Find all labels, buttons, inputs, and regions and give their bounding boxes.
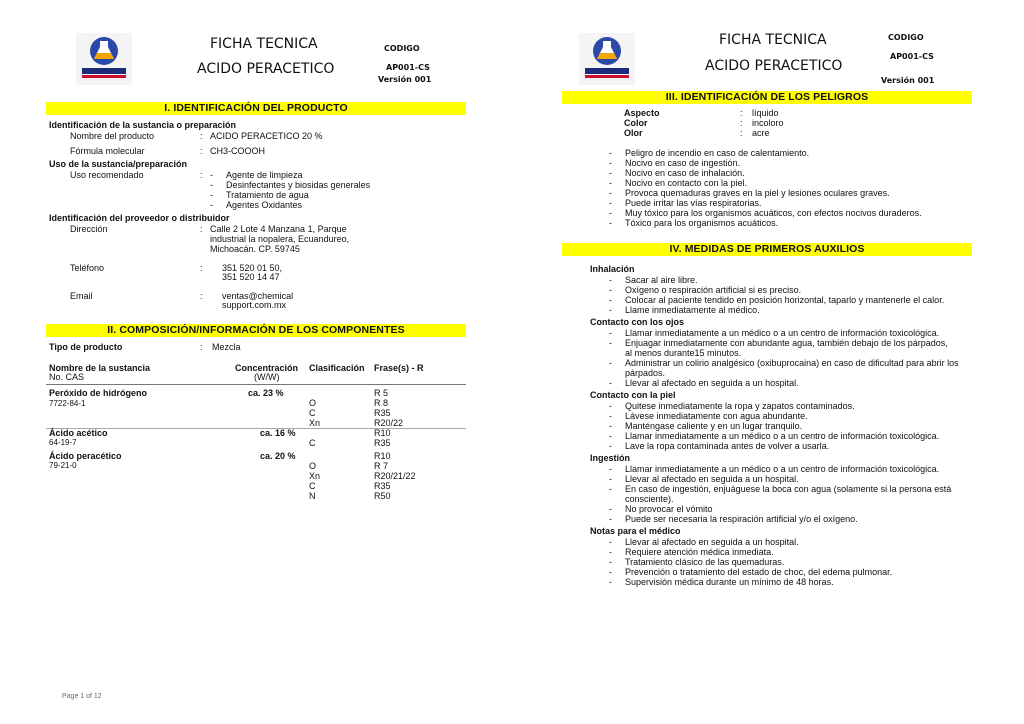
bullet-dash: - xyxy=(609,484,612,494)
component-conc: ca. 23 % xyxy=(248,388,284,398)
component-phrase: R35 xyxy=(374,438,391,448)
bullet-dash: - xyxy=(609,188,612,198)
bullet-dash: - xyxy=(609,567,612,577)
component-class: C xyxy=(309,481,316,491)
first-aid-heading: Contacto con la piel xyxy=(590,390,676,400)
section-1-heading: I. IDENTIFICACIÓN DEL PRODUCTO xyxy=(46,102,466,115)
colon: : xyxy=(200,170,203,180)
version-label: Versión 001 xyxy=(378,75,432,84)
bullet-dash: - xyxy=(609,378,612,388)
bullet-dash: - xyxy=(210,170,213,180)
bullet-dash: - xyxy=(609,474,612,484)
col-cas-header: No. CAS xyxy=(49,372,85,382)
direccion-label: Dirección xyxy=(70,224,108,234)
bullet-dash: - xyxy=(609,401,612,411)
colon: : xyxy=(740,128,743,138)
formula-value: CH3-COOOH xyxy=(210,146,266,156)
component-name: Ácido peracético xyxy=(49,451,122,461)
first-aid-item: Tratamiento clásico de las quemaduras. xyxy=(625,557,785,567)
bullet-dash: - xyxy=(210,190,213,200)
uso-label: Uso recomendado xyxy=(70,170,144,180)
first-aid-item: No provocar el vómito xyxy=(625,504,713,514)
prop-value: incoloro xyxy=(752,118,784,128)
component-class: O xyxy=(309,398,317,408)
first-aid-item: En caso de ingestión, enjuáguese la boca con agua (solamente si la persona está xyxy=(625,484,952,494)
prop-label: Olor xyxy=(624,128,643,138)
first-aid-item: Llevar al afectado en seguida a un hospital. xyxy=(625,474,799,484)
first-aid-item: Requiere atención médica inmediata. xyxy=(625,547,774,557)
telefono-line: 351 520 14 47 xyxy=(222,272,280,282)
bullet-dash: - xyxy=(609,431,612,441)
nombre-label: Nombre del producto xyxy=(70,131,155,141)
first-aid-item: Llamar inmediatamente a un médico o a un centro de información toxicológica. xyxy=(625,464,940,474)
first-aid-item: párpados. xyxy=(625,368,666,378)
col-nombre-header: Nombre de la sustancia xyxy=(49,363,151,373)
bullet-dash: - xyxy=(609,338,612,348)
bullet-dash: - xyxy=(609,537,612,547)
first-aid-heading: Contacto con los ojos xyxy=(590,317,685,327)
bullet-dash: - xyxy=(609,168,612,178)
formula-label: Fórmula molecular xyxy=(70,146,145,156)
doc-subtitle: ACIDO PERACETICO xyxy=(705,58,843,74)
tipo-label: Tipo de producto xyxy=(49,342,123,352)
component-cas: 79-21-0 xyxy=(49,461,77,470)
uso-item: Tratamiento de agua xyxy=(226,190,309,200)
bullet-dash: - xyxy=(609,148,612,158)
component-phrase: R10 xyxy=(374,451,391,461)
bullet-dash: - xyxy=(609,577,612,587)
doc-title: FICHA TECNICA xyxy=(719,32,827,48)
bullet-dash: - xyxy=(609,305,612,315)
component-class: N xyxy=(309,491,316,501)
first-aid-item: Lávese inmediatamente con agua abundante. xyxy=(625,411,808,421)
bullet-dash: - xyxy=(609,198,612,208)
component-name: Ácido acético xyxy=(49,428,108,438)
col-conc-unit: (W/W) xyxy=(254,372,280,382)
email-line[interactable]: support.com.mx xyxy=(222,300,287,310)
component-phrase: R20/22 xyxy=(374,418,404,428)
sec1-id-heading: Identificación de la sustancia o preparación xyxy=(49,120,237,130)
sec1-uso-heading: Uso de la sustancia/preparación xyxy=(49,159,188,169)
colon: : xyxy=(200,224,203,234)
direccion-line: Michoacán. CP. 59745 xyxy=(210,244,300,254)
company-logo xyxy=(76,33,132,85)
first-aid-item: Llame inmediatamente al médico. xyxy=(625,305,760,315)
col-conc-header: Concentración xyxy=(235,363,299,373)
first-aid-item: Prevención o tratamiento del estado de choc, del edema pulmonar. xyxy=(625,567,893,577)
hazard-item: Peligro de incendio en caso de calentamiento. xyxy=(625,148,810,158)
first-aid-item: Administrar un colirio analgésico (oxibuprocaina) en caso de dificultad para abrir los xyxy=(625,358,959,368)
hazard-item: Tóxico para los organismos acuáticos. xyxy=(625,218,779,228)
bullet-dash: - xyxy=(609,504,612,514)
doc-subtitle: ACIDO PERACETICO xyxy=(197,61,335,77)
colon: : xyxy=(740,118,743,128)
component-phrase: R10 xyxy=(374,428,391,438)
bullet-dash: - xyxy=(609,421,612,431)
code-value: AP001-CS xyxy=(386,63,430,72)
component-class: Xn xyxy=(309,471,321,481)
component-conc: ca. 20 % xyxy=(260,451,296,461)
first-aid-item: Quitese inmediatamente la ropa y zapatos contaminados. xyxy=(625,401,855,411)
page-number: Page 1 of 12 xyxy=(62,693,102,700)
first-aid-item: al menos durante15 minutos. xyxy=(625,348,742,358)
component-phrase: R35 xyxy=(374,408,391,418)
direccion-line: industrial la nopalera, Ecuandureo, xyxy=(210,234,350,244)
col-frases-header: Frase(s) - R xyxy=(374,363,424,373)
first-aid-item: Manténgase caliente y en un lugar tranquilo. xyxy=(625,421,803,431)
bullet-dash: - xyxy=(609,328,612,338)
telefono-line: 351 520 01 50, xyxy=(222,263,283,273)
colon: : xyxy=(200,131,203,141)
component-class: O xyxy=(309,461,317,471)
codigo-label: CODIGO xyxy=(384,44,420,53)
first-aid-item: Llamar inmediatamente a un médico o a un centro de información toxicológica. xyxy=(625,328,940,338)
first-aid-item: Colocar al paciente tendido en posición horizontal, taparlo y mantenerle el calor. xyxy=(625,295,945,305)
bullet-dash: - xyxy=(609,158,612,168)
uso-item: Desinfectantes y biosidas generales xyxy=(226,180,371,190)
bullet-dash: - xyxy=(609,557,612,567)
first-aid-item: Llamar inmediatamente a un médico o a un centro de información toxicológica. xyxy=(625,431,940,441)
first-aid-heading: Notas para el médico xyxy=(590,526,681,536)
section-3-heading: III. IDENTIFICACIÓN DE LOS PELIGROS xyxy=(562,91,972,104)
colon: : xyxy=(200,291,203,301)
direccion-line: Calle 2 Lote 4 Manzana 1, Parque xyxy=(210,224,347,234)
bullet-dash: - xyxy=(609,547,612,557)
code-value: AP001-CS xyxy=(890,52,934,61)
colon: : xyxy=(200,342,203,352)
bullet-dash: - xyxy=(609,358,612,368)
hazard-item: Muy tóxico para los organismos acuáticos, con efectos nocivos duraderos. xyxy=(625,208,922,218)
bullet-dash: - xyxy=(609,285,612,295)
codigo-label: CODIGO xyxy=(888,33,924,42)
uso-item: Agente de limpieza xyxy=(226,170,303,180)
component-name: Peróxido de hidrógeno xyxy=(49,388,148,398)
first-aid-item: Oxígeno o respiración artificial si es preciso. xyxy=(625,285,802,295)
prop-label: Aspecto xyxy=(624,108,660,118)
colon: : xyxy=(740,108,743,118)
first-aid-item: Lave la ropa contaminada antes de volver a usarla. xyxy=(625,441,830,451)
component-phrase: R 8 xyxy=(374,398,389,408)
version-label: Versión 001 xyxy=(881,76,935,85)
hazard-item: Nocivo en caso de ingestión. xyxy=(625,158,741,168)
telefono-label: Teléfono xyxy=(70,263,105,273)
sec1-prov-heading: Identificación del proveedor o distribuidor xyxy=(49,213,230,223)
bullet-dash: - xyxy=(609,514,612,524)
bullet-dash: - xyxy=(609,464,612,474)
hazard-item: Nocivo en caso de inhalación. xyxy=(625,168,745,178)
component-phrase: R 5 xyxy=(374,388,389,398)
doc-title: FICHA TECNICA xyxy=(210,36,318,52)
component-class: C xyxy=(309,408,316,418)
first-aid-item: Llevar al afectado en seguida a un hospital. xyxy=(625,537,799,547)
first-aid-item: Supervisión médica durante un mínimo de 48 horas. xyxy=(625,577,834,587)
colon: : xyxy=(200,146,203,156)
prop-value: acre xyxy=(752,128,770,138)
component-cas: 64-19-7 xyxy=(49,438,77,447)
first-aid-item: Sacar al aire libre. xyxy=(625,275,698,285)
component-phrase: R35 xyxy=(374,481,391,491)
bullet-dash: - xyxy=(210,200,213,210)
section-4-heading: IV. MEDIDAS DE PRIMEROS AUXILIOS xyxy=(562,243,972,256)
row-rule xyxy=(46,428,466,429)
email-line[interactable]: ventas@chemical xyxy=(222,291,294,301)
prop-value: líquido xyxy=(752,108,779,118)
bullet-dash: - xyxy=(609,411,612,421)
first-aid-item: Llevar al afectado en seguida a un hospital. xyxy=(625,378,799,388)
prop-label: Color xyxy=(624,118,648,128)
nombre-value: ACIDO PERACETICO 20 % xyxy=(210,131,323,141)
first-aid-heading: Ingestión xyxy=(590,453,630,463)
bullet-dash: - xyxy=(609,441,612,451)
colon: : xyxy=(200,263,203,273)
component-phrase: R50 xyxy=(374,491,391,501)
bullet-dash: - xyxy=(609,178,612,188)
bullet-dash: - xyxy=(609,218,612,228)
first-aid-heading: Inhalación xyxy=(590,264,635,274)
component-class: C xyxy=(309,438,316,448)
first-aid-item: Enjuagar inmediatamente con abundante agua, también debajo de los párpados, xyxy=(625,338,948,348)
tipo-value: Mezcla xyxy=(212,342,241,352)
hazard-item: Puede irritar las vías respiratorias. xyxy=(625,198,762,208)
component-conc: ca. 16 % xyxy=(260,428,296,438)
component-phrase: R20/21/22 xyxy=(374,471,416,481)
uso-item: Agentes Oxidantes xyxy=(226,200,303,210)
table-header-rule xyxy=(46,384,466,385)
component-phrase: R 7 xyxy=(374,461,389,471)
bullet-dash: - xyxy=(609,275,612,285)
component-class: Xn xyxy=(309,418,321,428)
email-label: Email xyxy=(70,291,93,301)
hazard-item: Nocivo en contacto con la piel. xyxy=(625,178,748,188)
bullet-dash: - xyxy=(609,295,612,305)
component-cas: 7722-84-1 xyxy=(49,399,86,408)
first-aid-item: consciente). xyxy=(625,494,674,504)
bullet-dash: - xyxy=(210,180,213,190)
col-clasificacion-header: Clasificación xyxy=(309,363,365,373)
bullet-dash: - xyxy=(609,208,612,218)
first-aid-item: Puede ser necesaria la respiración artificial y/o el oxígeno. xyxy=(625,514,858,524)
section-2-heading: II. COMPOSICIÓN/INFORMACIÓN DE LOS COMPONENTES xyxy=(46,324,466,337)
company-logo xyxy=(579,33,635,85)
hazard-item: Provoca quemaduras graves en la piel y lesiones oculares graves. xyxy=(625,188,890,198)
